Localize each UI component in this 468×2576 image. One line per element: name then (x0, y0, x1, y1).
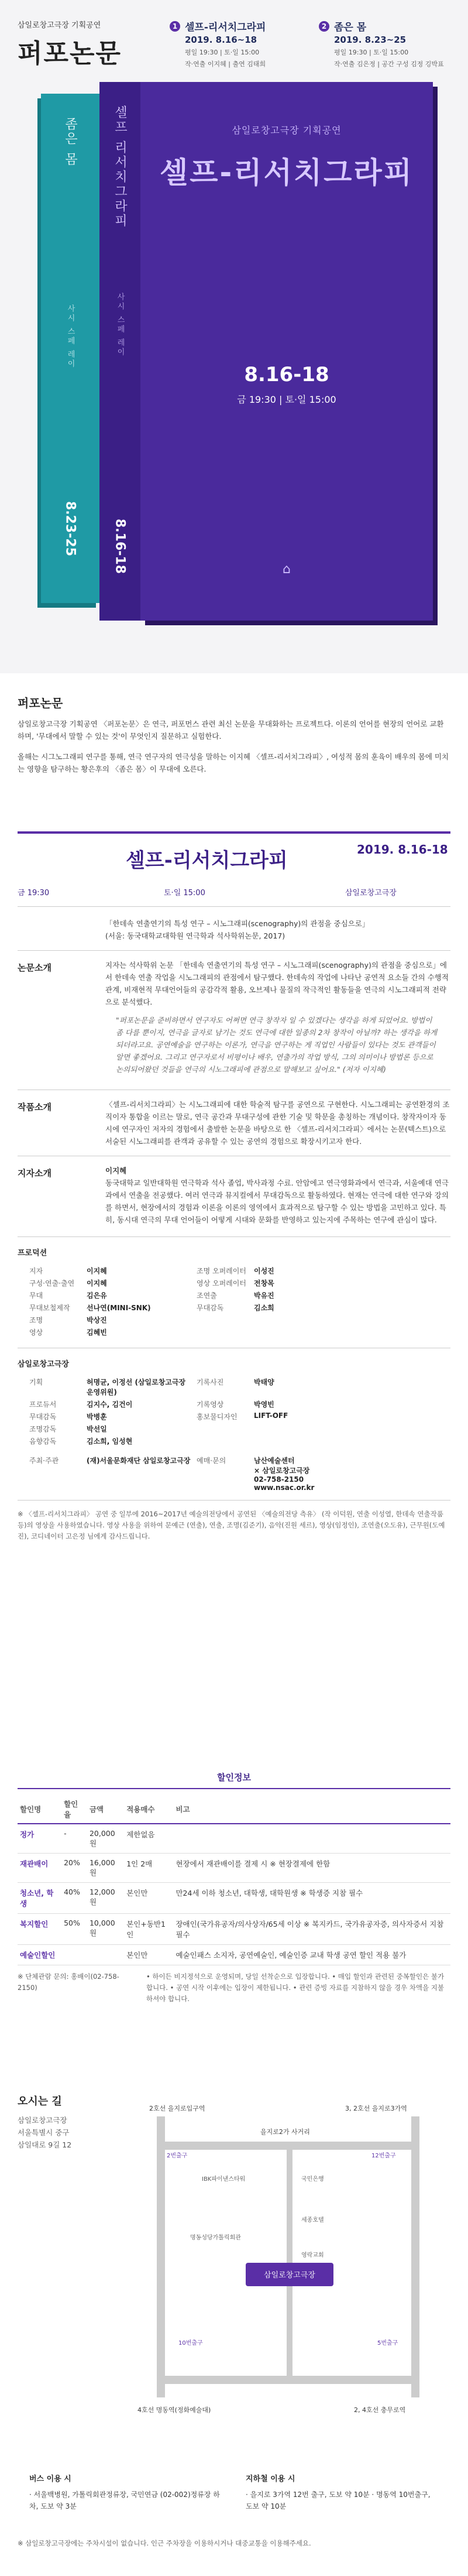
bus-text: · 서울백병원, 가톨릭회관정류장, 국민연금 (02-002)정류장 하차, 도보 약 3분 (29, 2491, 220, 2510)
thesis-intro-label: 논문소개 (18, 962, 51, 973)
directions-title: 오시는 길 (18, 2095, 62, 2108)
org-credit-v2-1: 박영빈 (254, 1400, 274, 1409)
show-time-weekday: 금 19:30 (18, 889, 50, 898)
org-credit-v-2: 박병훈 (87, 1413, 107, 1421)
credit-v2-3: 김소희 (254, 1304, 274, 1312)
cover-date: 8.16-18 (244, 363, 329, 386)
map-exit2b: 2번출구 (167, 2153, 188, 2159)
address-line-2: 삼일대로 9길 12 (18, 2140, 72, 2149)
discount-note (173, 1824, 450, 1854)
org-credit-v2-0: 박태양 (254, 1378, 274, 1386)
theater-logo-icon: ⌂ (283, 562, 291, 577)
book-teal-title: 좀은 몸 (63, 117, 78, 167)
cover-title: 셀프-리서치그라피 (159, 156, 414, 190)
program-1-date: 2019. 8.16~18 (185, 35, 257, 45)
org-credit-k-3: 조명감독 (29, 1425, 57, 1433)
discount-section (18, 1771, 450, 2005)
intro-heading: 퍼포논문 (18, 696, 63, 710)
cover-org: 삼일로창고극장 기획공연 (232, 125, 342, 136)
book-spine-date: 8.16-18 (112, 518, 128, 574)
program-2-date: 2019. 8.23~25 (334, 35, 407, 45)
discount-count: 1인 2매 (124, 1854, 173, 1883)
contact-website[interactable]: www.nsac.or.kr (254, 1484, 315, 1492)
program-2-info (319, 19, 465, 68)
piece-intro-row (18, 1098, 450, 1147)
credits-heading: 프로덕션 (18, 1249, 47, 1258)
discount-count: 본인+동반1인 (124, 1914, 173, 1945)
org-credit-k-1: 프로듀서 (29, 1400, 57, 1409)
map-line4a: 4호선 명동역(정화예술대) (137, 2406, 211, 2414)
host-value: (재)서울문화재단 삼일로창고극장 (87, 1457, 191, 1465)
discount-header-price: 금액 (87, 1795, 124, 1824)
map-bank: 국민은행 (301, 2176, 324, 2183)
contact-phone[interactable]: 02-758-2150 (254, 1475, 304, 1484)
cover-time: 금 19:30 | 토·일 15:00 (237, 394, 336, 405)
discount-count: 제한없음 (124, 1824, 173, 1854)
credit-v2-5 (254, 1327, 342, 1337)
credit-k-1: 구성·연출·출연 (29, 1279, 75, 1287)
org-credit-v-4: 김소희, 임성현 (87, 1437, 133, 1445)
credit-k-2: 무대 (29, 1292, 43, 1300)
subway-text: · 을지로 3가역 12번 출구, 도보 약 10분 · 명동역 10번출구, 도보 약 10분 (246, 2491, 431, 2510)
discount-notes (18, 1971, 450, 2005)
discount-note: 만24세 이하 청소년, 대학생, 대학원생 ※ 학생증 지참 필수 (173, 1883, 450, 1914)
discount-title: 할인정보 (18, 1771, 450, 1789)
discount-rate: 50% (61, 1914, 87, 1945)
map-road1: 을지로2가 사거리 (260, 2128, 310, 2136)
location-map (126, 2093, 450, 2421)
org-credit-k2-3 (197, 1424, 249, 1434)
discount-price: 20,000원 (87, 1824, 124, 1854)
org-credit-v2-3 (254, 1424, 342, 1434)
discount-row (18, 1883, 450, 1914)
discount-note: 현장에서 재관배이를 결제 시 ※ 현장결제에 한함 (173, 1854, 450, 1883)
thesis-citation (105, 917, 450, 942)
program-1-title: 셀프-리서치그라피 (185, 22, 266, 33)
video-credits-note: ※ 〈셀프-리서치그라피〉 공연 중 일부에 2016~2017년 예술의전당에서 공연된 〈예술의전당 측유〉 (작 이덕원, 연출 이성열, 한데속 연출작품 등)의 영상을 사용하였습니다. 영상 사용을 위하여 문예근 (연출), 연출, 조명(김준기), 음악(진원 세르), 영상(임정인), 조연출(오도유), 근무원(도예진), 코디네이터 고은정 님에게 감사드립니다. (18, 1510, 445, 1540)
discount-rate: 20% (61, 1854, 87, 1883)
discount-row (18, 1824, 450, 1854)
host-contact-grid (29, 1455, 450, 1492)
map-cathedral: 영락교회 (301, 2252, 324, 2259)
discount-price (87, 1945, 124, 1965)
map-theater-label: 삼일로창고극장 (264, 2271, 315, 2280)
credit-v-1: 이지혜 (87, 1279, 107, 1287)
hero-section (0, 0, 468, 673)
org-label: 삼일로창고극장 기획공연 (18, 21, 101, 30)
org-credit-k-4: 음향감독 (29, 1437, 57, 1445)
org-credit-v2-2: LIFT-OFF (254, 1412, 288, 1420)
org-credit-k2-0: 기록사진 (197, 1378, 224, 1386)
show-time-weekend: 토·일 15:00 (164, 889, 205, 898)
discount-table (18, 1795, 450, 1965)
discount-note: 예술인패스 소지자, 공연예술인, 예술인증 교내 학생 공연 할인 적용 불가 (173, 1945, 450, 1965)
discount-name: 청소년, 학생 (18, 1883, 61, 1914)
thesis-intro-text: 지자는 석사학위 논문 「한데속 연출연기의 특성 연구 – 시노그래피(scenography)의 관점을 중심으로」에서 한데속 연출 작업을 시노그래피의 관점에서 탐구했다. 한데속의 작업에 나타난 공연적 요소들 간의 수행적 관계, 비재현적 무대언어들의 공감각적 활용, 오브제나 물질의 작극적인 활동들을 연극의 시노그래피적 전략으로 분석했다. (105, 961, 449, 1006)
subway-info (234, 2474, 450, 2512)
address-line-1: 서울특별시 중구 (18, 2128, 70, 2137)
thesis-source: (서울: 동국대학교대학원 연극학과 석사학위논문, 2017) (105, 931, 285, 940)
discount-row (18, 1854, 450, 1883)
bus-info (18, 2474, 234, 2512)
org-credits-heading: 삼일로창고극장 (18, 1360, 69, 1369)
discount-header-rate: 할인율 (61, 1795, 87, 1824)
book-teal-date: 8.23-25 (63, 501, 78, 556)
book-teal-subtitle: 사시 스페 레이 (66, 304, 75, 369)
discount-name: 정가 (18, 1824, 61, 1854)
subway-title: 지하철 이용 시 (246, 2475, 295, 2483)
piece-intro-label: 작품소개 (18, 1102, 51, 1112)
credit-v-3: 선나연(MINI-SNK) (87, 1304, 151, 1312)
map-church: 명동성당가톨릭회관 (190, 2235, 241, 2241)
org-credit-k-2: 무대감독 (29, 1413, 57, 1421)
author-label: 지자소개 (18, 1168, 51, 1179)
discount-rate: - (61, 1824, 87, 1854)
map-exit5: 5번출구 (377, 2340, 398, 2347)
org-credits-grid (29, 1377, 450, 1446)
contact-name-2: × 삼일로창고극장 (254, 1467, 310, 1475)
map-exit12: 12번출구 (371, 2153, 396, 2159)
intro-paragraph-1: 삼일로창고극장 기획공연 〈퍼포논문〉은 연극, 퍼포먼스 관련 최신 논문을 무대화하는 프로젝트다. 이론의 언어를 현장의 언어로 교환하며, '무대에서 말할 수 있는 것'이 무엇인지 질문하고 실험한다. (18, 720, 444, 741)
credit-v2-2: 박유진 (254, 1292, 274, 1300)
credit-v2-1: 전창목 (254, 1279, 274, 1287)
credit-v2-4 (254, 1315, 342, 1325)
discount-rate: 40% (61, 1883, 87, 1914)
show-title: 셀프-리서치그라피 (126, 849, 288, 872)
credit-k-4: 조명 (29, 1316, 43, 1324)
map-exit2: 2호선 을지로입구역 (149, 2105, 205, 2112)
bus-title: 버스 이용 시 (29, 2475, 71, 2483)
intro-paragraph-2: 올해는 시그노그래피 연구를 통해, 연극 연구자의 연극성을 말하는 이지혜 〈셀프-리서치그라피〉, 여성적 몸의 훈육이 배우의 몸에 미치는 영향을 탐구하는 황은후의 〈좀은 몸〉이 무대에 오른다. (18, 752, 449, 773)
org-credit-k2-4 (197, 1436, 249, 1446)
book-spine-subtitle: 사시 스페 레이 (115, 293, 125, 358)
credit-k2-0: 조명 오퍼레이터 (197, 1267, 246, 1275)
show-venue: 삼일로창고극장 (345, 889, 397, 898)
discount-row (18, 1914, 450, 1945)
program-1-time: 평일 19:30 | 토·일 15:00 (185, 49, 260, 56)
program-2-credits: 작·연출 김은정 | 공간 구성 김정 깅박표 (334, 60, 444, 68)
discount-name: 복지할인 (18, 1914, 61, 1945)
contact-label: 예매·문의 (197, 1457, 226, 1465)
program-1-credits: 작·연출 이지혜 | 출연 김태희 (185, 60, 266, 68)
program-2-title: 좀은 몸 (334, 22, 367, 33)
org-credit-k-0: 기획 (29, 1378, 43, 1386)
show-card (18, 831, 450, 1745)
directions-section (18, 2093, 450, 2547)
credit-k2-5 (197, 1327, 249, 1337)
program-1-info (170, 19, 316, 68)
map-line4b: 2, 4호선 충무로역 (354, 2406, 406, 2414)
discount-header-name: 할인명 (18, 1795, 61, 1824)
group-booking-note: ※ 단체관람 문의: 홍배이(02-758-2150) (18, 1972, 119, 1992)
program-2-number: 2 (319, 21, 329, 32)
credit-k2-1: 영상 오퍼레이터 (197, 1279, 246, 1287)
discount-count: 본인만 (124, 1945, 173, 1965)
book-teal (41, 94, 99, 603)
program-1-number: 1 (170, 21, 180, 32)
credit-k-0: 지자 (29, 1267, 43, 1275)
book-purple-spine (99, 82, 140, 621)
program-2-time: 평일 19:30 | 토·일 15:00 (334, 49, 409, 56)
discount-name: 재관배이 (18, 1854, 61, 1883)
credit-v-5: 김혜빈 (87, 1328, 107, 1337)
author-row (18, 1164, 450, 1226)
org-credit-v2-4 (254, 1436, 342, 1446)
credit-k-5: 영상 (29, 1328, 43, 1337)
map-ibk: IBK파이낸스타워 (202, 2176, 246, 2183)
credits-grid (29, 1266, 450, 1337)
org-credit-v-0: 허명균, 이정선 (삼일로창고극장 운영위원) (87, 1378, 186, 1396)
discount-header-count: 적용매수 (124, 1795, 173, 1824)
discount-header-note: 비고 (173, 1795, 450, 1824)
discount-price: 10,000원 (87, 1914, 124, 1945)
discount-price: 16,000원 (87, 1854, 124, 1883)
venue-name: 삼일로창고극장 (18, 2116, 67, 2125)
credit-v-0: 이지혜 (87, 1267, 107, 1275)
series-title: 퍼포논문 (18, 39, 122, 68)
piece-intro-text: 〈셀프-리서치그라피〉는 시노그래피에 대한 학술적 탐구를 공연으로 구현한다. 시노그래피는 공연환경의 조직이자 통합을 이르는 말로, 연극 공간과 무대구성에 관한 기술 및 학문을 총칭하는 개념이다. 창작자이자 동시에 연구자인 저자의 경험에서 출발한 논문을 바탕으로 한 〈셀프-리서치그라피〉에서는 논문(텍스트)으로 서술된 시노그래피를 관객과 공유할 수 있는 공연의 경험으로 확장시키고자 한다. (105, 1100, 450, 1146)
credit-v-4: 박상진 (87, 1316, 107, 1324)
production-credits (18, 1236, 450, 1337)
discount-name: 예술인할인 (18, 1945, 61, 1965)
contact-name: 남산예술센터 (254, 1457, 295, 1465)
intro-section (18, 694, 450, 783)
thesis-title: 「한데속 연출연기의 특성 연구 – 시노그래피(scenography)의 관점을 중심으로」 (105, 919, 370, 928)
author-bio: 동국대학교 일반대학원 연극학과 석사 졸업, 박사과정 수료. 안암에고 연극영화과에서 연극과, 서울예대 연극과에서 연출을 전공했다. 여러 연극과 뮤지컬에서 무대감독으로 활동하였다. 현재는 연극에 대한 연구와 강의를 하면서, 현장에서의 경험과 이론을 이론의 영역에서 효과적으로 탐구할 수 있는 방법을 고민하고 있다. 특히, 동시대 연극의 무대 언어들이 어떻게 시대와 문화를 반영하고 있는지에 주목하는 연구에 관심이 많다. (105, 1179, 449, 1224)
credit-k2-4 (197, 1315, 249, 1325)
map-hotel: 세종호텔 (301, 2217, 324, 2224)
thesis-intro-row (18, 959, 450, 1081)
org-credit-v-1: 김지수, 김건이 (87, 1400, 133, 1409)
org-credit-k2-2: 홍보물디자인 (197, 1413, 238, 1421)
org-credit-k2-1: 기록영상 (197, 1400, 224, 1409)
author-name: 이지혜 (105, 1166, 127, 1175)
discount-rate (61, 1945, 87, 1965)
discount-row (18, 1945, 450, 1965)
discount-count: 본인만 (124, 1883, 173, 1914)
host-label: 주최·주관 (29, 1457, 59, 1465)
credit-k-3: 무대보철제작 (29, 1304, 70, 1312)
credit-k2-3: 무대감독 (197, 1304, 224, 1312)
book-purple-cover (140, 82, 433, 621)
parking-note: ※ 삼일로창고극장에는 주차시설이 없습니다. 인근 주차장을 이용하시거나 대중교통을 이용해주세요. (18, 2539, 311, 2547)
author-quote: "퍼포논문을 준비하면서 연구자도 어쩌면 연극 창작자 일 수 있겠다는 생각을 하게 되었어요. 방법이 좀 다를 뿐이지, 연극을 글자로 남기는 것도 연극에 대한 일종의 2차 창작이 아닐까? 하는 생각을 하게 되더라고요. 공연예술을 연구하는 이론가, 연극을 연구하는 게 직업인 사람들이 있다는 것도 관객들이 알면 좋겠어요. 그리고 연구자로서 비평이나 배우, 연출가의 작업 방식, 그의 의미이나 방법론 등으로 논의되어왔던 것들을 연극의 시노그래피에 관점으로 말해보고 싶어요." (저자 이지혜) (116, 1016, 438, 1074)
discount-note: 장애인(국가유공자/의사상자/65세 이상 ※ 복지카드, 국가유공자증, 의사자증서 지참 필수 (173, 1914, 450, 1945)
org-credit-v-3: 박선일 (87, 1425, 107, 1433)
map-exit10: 10번출구 (178, 2340, 203, 2347)
transit-info (18, 2474, 450, 2512)
credit-v-2: 김은유 (87, 1292, 107, 1300)
show-date: 2019. 8.16-18 (357, 842, 448, 857)
discount-rules-note: • 하이든 비지정석으로 운영되며, 당일 선착순으로 입장합니다. • 매입 할인과 관련된 중복할인은 불가합니다. • 공연 시작 이후에는 입장이 제한됩니다. • 관련 증빙 자료를 지참하지 않을 경우 차액을 지불하셔야 합니다. (146, 1972, 445, 2003)
credit-k2-2: 조연출 (197, 1292, 217, 1300)
credit-v2-0: 이성진 (254, 1267, 274, 1275)
show-header (18, 831, 450, 907)
org-credits (18, 1348, 450, 1492)
discount-price: 12,000원 (87, 1883, 124, 1914)
map-exit3: 3, 2호선 을지로3가역 (345, 2105, 407, 2112)
book-spine-title: 셀프 리서치그라피 (112, 105, 128, 228)
